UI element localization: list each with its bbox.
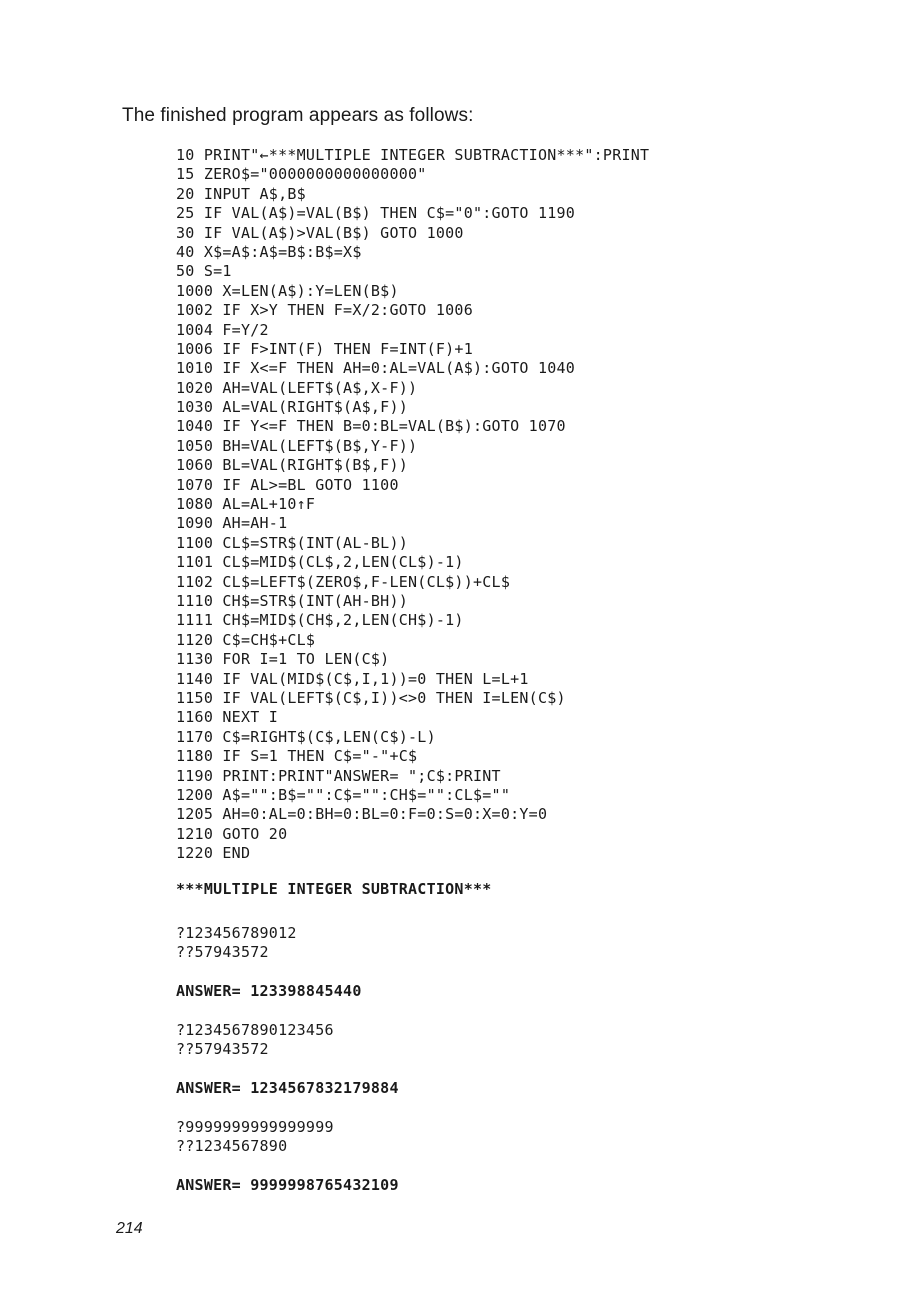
program-line: 1210 GOTO 20 bbox=[176, 824, 288, 843]
run1-answer: ANSWER= 123398845440 bbox=[176, 982, 362, 1000]
run3-input-a: ?9999999999999999 bbox=[176, 1118, 334, 1136]
program-line: 1205 AH=0:AL=0:BH=0:BL=0:F=0:S=0:X=0:Y=0 bbox=[176, 805, 548, 824]
program-line: 25 IF VAL(A$)=VAL(B$) THEN C$="0":GOTO 1190 bbox=[176, 204, 576, 223]
program-line: 1004 F=Y/2 bbox=[176, 320, 269, 339]
program-line: 50 S=1 bbox=[176, 262, 232, 281]
program-line: 20 INPUT A$,B$ bbox=[176, 184, 306, 203]
program-line: 1020 AH=VAL(LEFT$(A$,X-F)) bbox=[176, 378, 418, 397]
program-line: 1111 CH$=MID$(CH$,2,LEN(CH$)-1) bbox=[176, 611, 464, 630]
run1-input-a: ?123456789012 bbox=[176, 924, 297, 942]
run1-input-b: ??57943572 bbox=[176, 943, 269, 961]
program-line: 1030 AL=VAL(RIGHT$(A$,F)) bbox=[176, 398, 409, 417]
program-line: 1101 CL$=MID$(CL$,2,LEN(CL$)-1) bbox=[176, 553, 464, 572]
program-line: 1180 IF S=1 THEN C$="-"+C$ bbox=[176, 747, 418, 766]
program-line: 40 X$=A$:A$=B$:B$=X$ bbox=[176, 242, 362, 261]
run2-answer: ANSWER= 1234567832179884 bbox=[176, 1079, 399, 1097]
program-line: 1220 END bbox=[176, 844, 251, 863]
program-line: 1050 BH=VAL(LEFT$(B$,Y-F)) bbox=[176, 436, 418, 455]
program-line: 1080 AL=AL+10↑F bbox=[176, 495, 316, 514]
program-line: 1006 IF F>INT(F) THEN F=INT(F)+1 bbox=[176, 339, 473, 358]
program-line: 1110 CH$=STR$(INT(AH-BH)) bbox=[176, 591, 409, 610]
program-line: 1070 IF AL>=BL GOTO 1100 bbox=[176, 475, 399, 494]
program-line: 30 IF VAL(A$)>VAL(B$) GOTO 1000 bbox=[176, 223, 464, 242]
program-line: 1100 CL$=STR$(INT(AL-BL)) bbox=[176, 533, 409, 552]
program-line: 1200 A$="":B$="":C$="":CH$="":CL$="" bbox=[176, 785, 511, 804]
program-line: 1130 FOR I=1 TO LEN(C$) bbox=[176, 650, 390, 669]
program-line: 10 PRINT"←***MULTIPLE INTEGER SUBTRACTION***":PRINT bbox=[176, 146, 650, 164]
run2-input-b: ??57943572 bbox=[176, 1040, 269, 1058]
program-listing bbox=[176, 146, 649, 863]
program-line: 1002 IF X>Y THEN F=X/2:GOTO 1006 bbox=[176, 301, 473, 320]
program-line: 1040 IF Y<=F THEN B=0:BL=VAL(B$):GOTO 1070 bbox=[176, 417, 566, 436]
program-line: 1102 CL$=LEFT$(ZERO$,F-LEN(CL$))+CL$ bbox=[176, 572, 511, 591]
program-line: 1090 AH=AH-1 bbox=[176, 514, 288, 533]
program-line: 1000 X=LEN(A$):Y=LEN(B$) bbox=[176, 281, 399, 300]
run3-input-b: ??1234567890 bbox=[176, 1137, 288, 1155]
run2-input-a: ?1234567890123456 bbox=[176, 1021, 334, 1039]
program-line: 1160 NEXT I bbox=[176, 708, 279, 727]
program-line: 1170 C$=RIGHT$(C$,LEN(C$)-L) bbox=[176, 727, 436, 746]
run3-answer: ANSWER= 9999998765432109 bbox=[176, 1176, 399, 1194]
page-number: 214 bbox=[116, 1220, 143, 1237]
program-line: 15 ZERO$="0000000000000000" bbox=[176, 165, 427, 184]
output-header: ***MULTIPLE INTEGER SUBTRACTION*** bbox=[176, 880, 492, 898]
program-line: 1010 IF X<=F THEN AH=0:AL=VAL(A$):GOTO 1040 bbox=[176, 359, 576, 378]
program-line: 1120 C$=CH$+CL$ bbox=[176, 630, 316, 649]
program-line: 1190 PRINT:PRINT"ANSWER= ";C$:PRINT bbox=[176, 766, 501, 785]
intro-text: The finished program appears as follows: bbox=[122, 105, 474, 126]
program-line: 1060 BL=VAL(RIGHT$(B$,F)) bbox=[176, 456, 409, 475]
program-line: 1140 IF VAL(MID$(C$,I,1))=0 THEN L=L+1 bbox=[176, 669, 529, 688]
program-line: 1150 IF VAL(LEFT$(C$,I))<>0 THEN I=LEN(C$) bbox=[176, 688, 566, 707]
